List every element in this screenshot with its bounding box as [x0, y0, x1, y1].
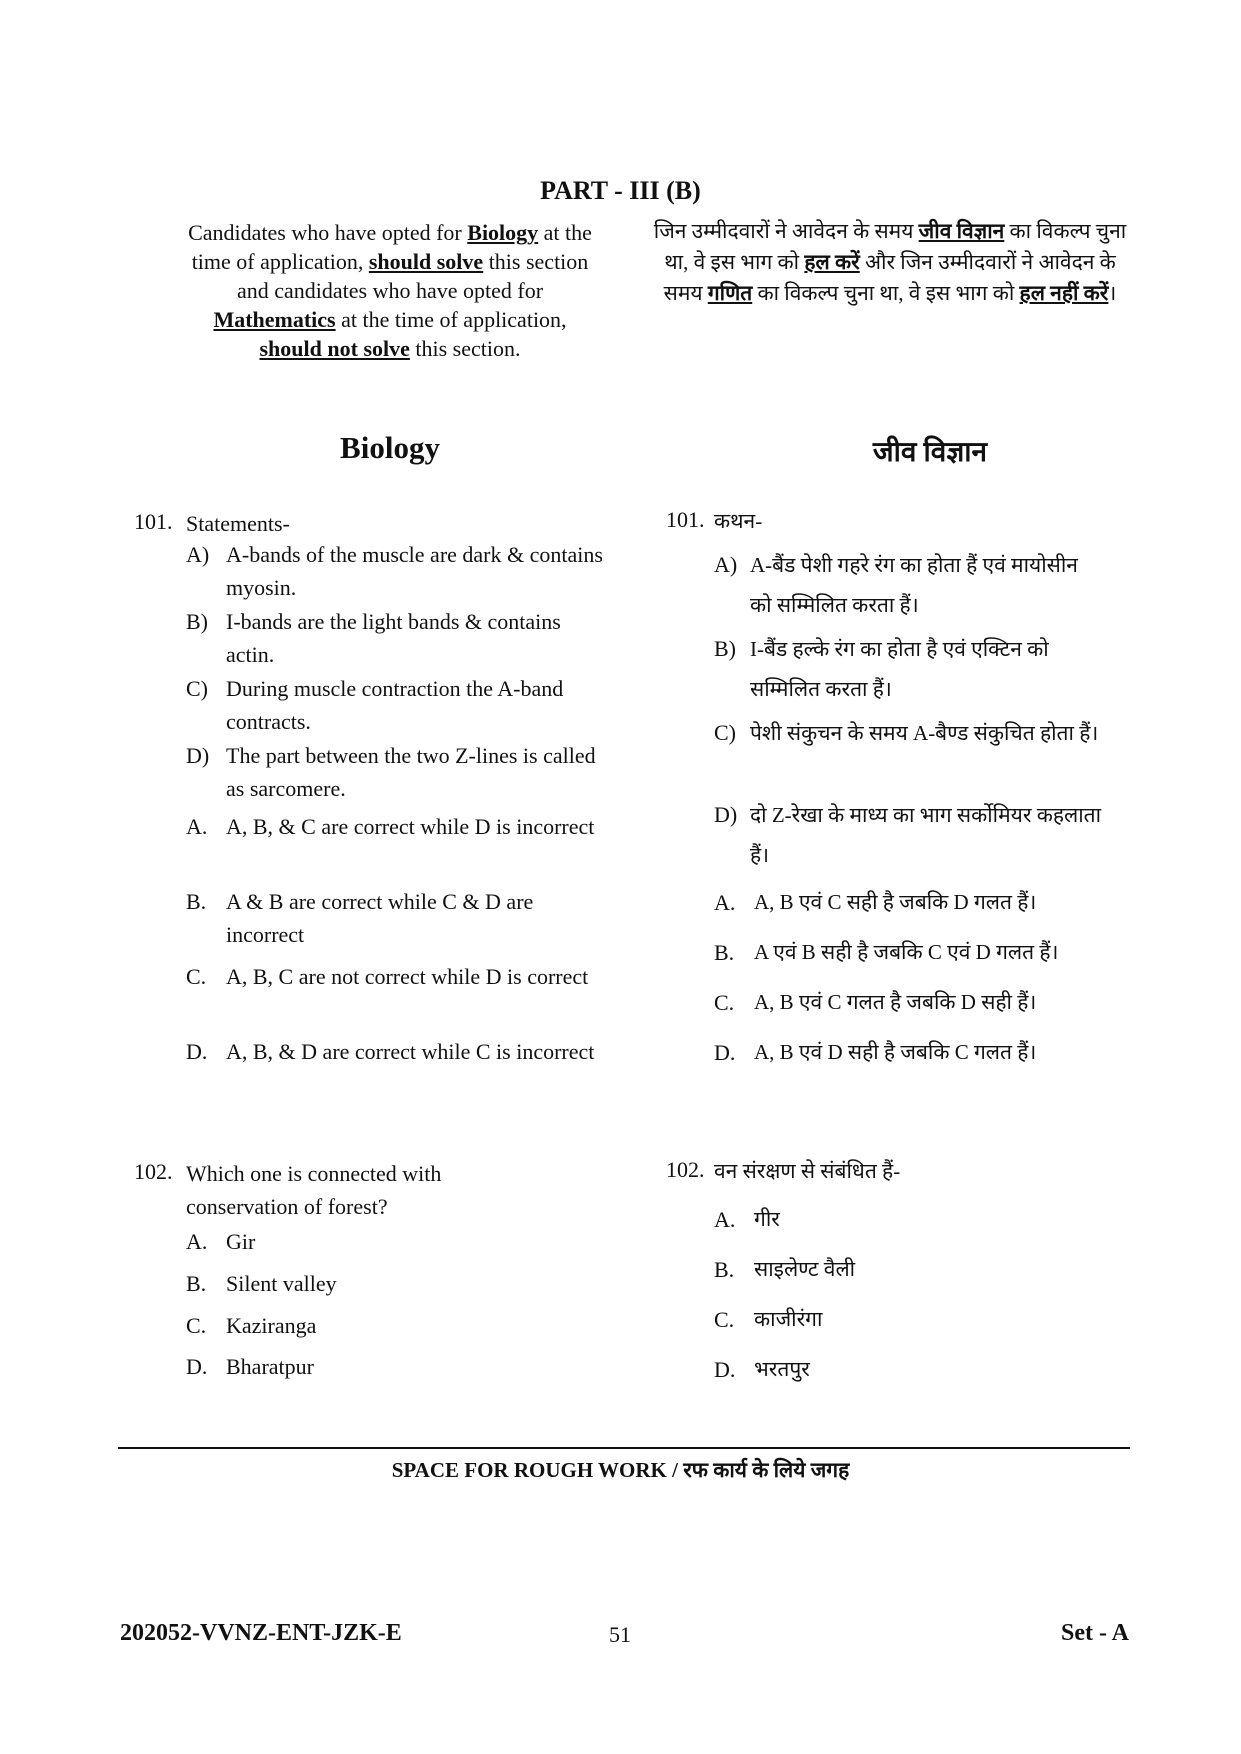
page-number: 51 [609, 1622, 631, 1647]
option-b[interactable]: B. A & B are correct while C & D are incorrect [186, 889, 534, 947]
statement-b: B) I-bands are the light bands & contains actin. [186, 609, 561, 667]
section-heading-hindi: जीव विज्ञान [872, 437, 988, 468]
instructions-hindi: जिन उम्मीदवारों ने आवेदन के समय जीव विज्ञान का विकल्प चुना था, वे इस भाग को हल करें और जिन उम्मीदवारों ने आवेदन के समय गणित का विकल्प चुना था, वे इस भाग को हल नहीं करें। [653, 219, 1127, 305]
question-102-hindi [666, 1153, 1146, 1393]
question-102-english [134, 1155, 614, 1395]
statement-c: C) During muscle contraction the A-band contracts. [186, 676, 564, 734]
option-d[interactable]: D. A, B, & D are correct while C is incorrect [186, 1039, 595, 1064]
question-number: 101. [666, 507, 705, 532]
option-a[interactable]: A. A, B एवं C सही है जबकि D गलत हैं। [714, 890, 1037, 915]
footer-code: 202052-VVNZ-ENT-JZK-E [120, 1620, 402, 1646]
statement-a: A) A-bands of the muscle are dark & contains myosin. [186, 542, 603, 600]
statement-d: D) दो Z-रेखा के माध्य का भाग सर्कोमियर कहलाता हैं। [714, 802, 1102, 867]
question-stem: कथन- [714, 509, 763, 533]
option-c[interactable]: C. A, B एवं C गलत है जबकि D सही हैं। [714, 990, 1037, 1015]
question-stem: वन संरक्षण से संबंधित हैं- [714, 1159, 901, 1183]
statement-a: A) A-बैंड पेशी गहरे रंग का होता हैं एवं मायोसीन को सम्मिलित करता हैं। [714, 552, 1078, 617]
statement-d: D) The part between the two Z-lines is called as sarcomere. [186, 743, 596, 801]
statement-b: B) I-बैंड हल्के रंग का होता है एवं एक्टिन को सम्मिलित करता हैं। [714, 636, 1049, 701]
question-stem: Which one is connected with conservation of forest? [186, 1161, 442, 1219]
option-d[interactable]: D. Bharatpur [186, 1354, 314, 1379]
question-number: 102. [134, 1159, 173, 1184]
option-b[interactable]: B. A एवं B सही है जबकि C एवं D गलत हैं। [714, 940, 1059, 965]
option-b[interactable]: B. साइलेण्ट वैली [714, 1257, 856, 1282]
question-number: 101. [134, 509, 173, 534]
question-stem: Statements- [186, 511, 290, 536]
option-c[interactable]: C. Kaziranga [186, 1313, 317, 1338]
option-d[interactable]: D. A, B एवं D सही है जबकि C गलत हैं। [714, 1040, 1037, 1065]
question-101-english [134, 505, 614, 1115]
option-c[interactable]: C. A, B, C are not correct while D is correct [186, 964, 589, 989]
instructions-english: Candidates who have opted for Biology at the time of application, should solve this section and candidates who have opted for Mathematics at the time of application, should not solve this section. [188, 220, 592, 361]
part-title: PART - III (B) [540, 176, 701, 205]
option-a[interactable]: A. Gir [186, 1229, 256, 1254]
section-heading-english: Biology [340, 430, 440, 465]
question-101-hindi [666, 503, 1146, 1083]
option-d[interactable]: D. भरतपुर [714, 1357, 810, 1382]
option-b[interactable]: B. Silent valley [186, 1271, 337, 1296]
rough-work-label: SPACE FOR ROUGH WORK / रफ कार्य के लिये जगह [391, 1458, 850, 1482]
question-number: 102. [666, 1157, 705, 1182]
statement-c: C) पेशी संकुचन के समय A-बैण्ड संकुचित होता हैं। [714, 720, 1099, 745]
divider [118, 1447, 1130, 1449]
option-c[interactable]: C. काजीरंगा [714, 1307, 823, 1332]
footer-set: Set - A [1061, 1620, 1129, 1646]
option-a[interactable]: A. गीर [714, 1207, 780, 1232]
option-a[interactable]: A. A, B, & C are correct while D is incorrect [186, 814, 595, 839]
